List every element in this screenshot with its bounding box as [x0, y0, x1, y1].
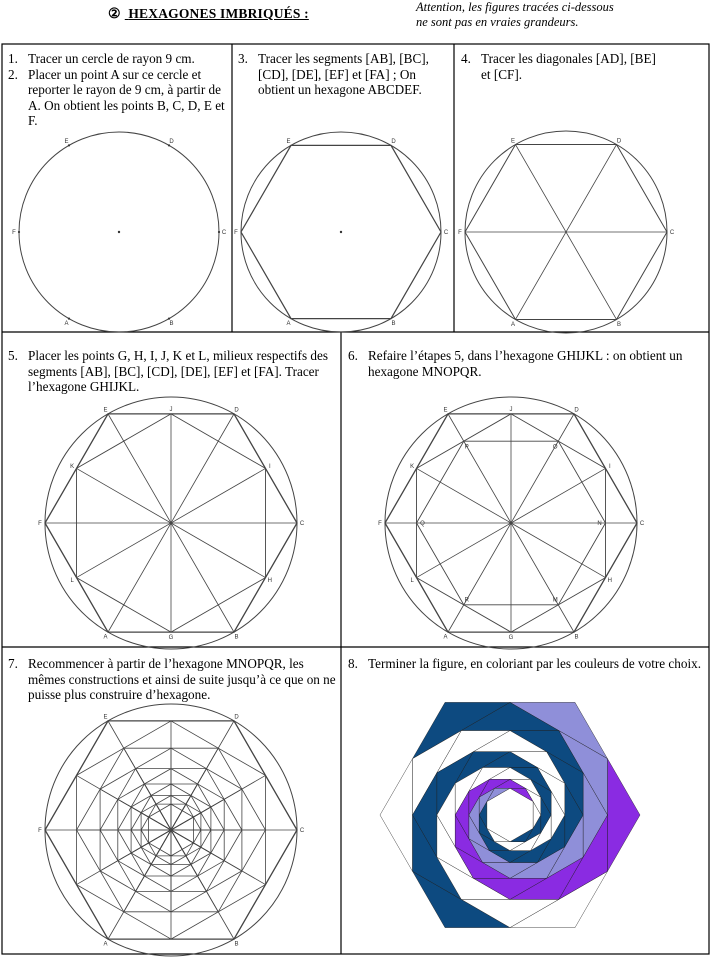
point-label: I [268, 464, 271, 471]
step-number: 7. [8, 656, 18, 671]
point-label: B [234, 941, 239, 948]
point-label: D [616, 138, 622, 145]
point-mark [68, 318, 70, 320]
point-label: G [508, 635, 514, 642]
step-text: Tracer les segments [AB], [BC], [CD], [DE], [EF] et [FA] ; On obtient un hexagone ABCDEF. [258, 51, 429, 97]
point-label: L [70, 578, 74, 585]
point-label: C [221, 230, 227, 237]
point-label: I [608, 464, 611, 471]
point-label: R [464, 597, 469, 604]
point-label: M [552, 597, 558, 604]
point-label: B [234, 634, 239, 641]
point-label: E [64, 139, 69, 146]
point-label: B [574, 634, 579, 641]
warning-line-1: Attention, les figures tracées ci-dessous [416, 0, 614, 14]
step-number: 5. [8, 348, 18, 363]
point-label: A [64, 321, 69, 328]
point-label: C [639, 521, 645, 528]
point-label: G [168, 635, 174, 642]
title-text: HEXAGONES IMBRIQUÉS : [128, 6, 309, 21]
figure-step-8-colored [380, 702, 640, 927]
step-text: Placer un point A sur ce cercle et reporter le rayon de 9 cm, à partir de A. On obtient les points B, C, D, E et F. [28, 66, 225, 128]
point-label: K [70, 464, 75, 471]
step-number: 4. [461, 51, 471, 66]
point-label: B [391, 321, 396, 328]
point-label: A [103, 634, 108, 641]
point-mark [168, 318, 170, 320]
step-number: 8. [348, 656, 358, 671]
point-label: Q [420, 521, 425, 528]
point-label: N [597, 521, 602, 528]
point-label: F [12, 230, 16, 237]
title-number: ② [108, 7, 121, 22]
step-text: Refaire l’étapes 5, dans l’hexagone GHIJKL : on obtient un hexagone MNOPQR. [368, 348, 683, 379]
point-label: J [509, 406, 513, 413]
step-text: Terminer la figure, en coloriant par les couleurs de votre choix. [368, 656, 702, 671]
point-label: J [169, 406, 173, 413]
point-label: A [286, 321, 291, 328]
point-label: F [38, 828, 42, 835]
point-label: A [103, 941, 108, 948]
center-point [340, 231, 342, 233]
point-label: L [410, 578, 414, 585]
point-label: F [378, 521, 382, 528]
point-label: H [267, 578, 273, 585]
step-text: Tracer un cercle de rayon 9 cm. [28, 51, 195, 66]
step-text: Tracer les diagonales [AD], [BE] et [CF]. [481, 51, 656, 82]
step-number: 2. [8, 66, 18, 82]
step-text: Placer les points G, H, I, J, K et L, milieux respectifs des segments [AB], [BC], [CD], [DE], [EF] et [FA]. Tracer l’hexagone GHIJKL. [28, 348, 328, 394]
point-label: E [286, 139, 291, 146]
point-label: D [574, 407, 579, 414]
point-label: C [443, 230, 449, 237]
point-label: B [169, 321, 174, 328]
point-mark [18, 231, 20, 233]
point-label: A [443, 634, 448, 641]
point-mark [218, 231, 220, 233]
center-point [118, 231, 120, 233]
point-label: C [299, 828, 305, 835]
point-label: B [616, 321, 622, 328]
point-label: D [234, 714, 239, 721]
point-label: K [410, 464, 415, 471]
point-label: E [103, 407, 108, 414]
point-label: D [391, 139, 396, 146]
step-number: 6. [348, 348, 358, 363]
point-label: A [510, 321, 516, 328]
figure-step-3 [234, 132, 449, 332]
point-label: C [669, 230, 675, 237]
figure-step-7 [38, 704, 305, 956]
point-label: D [234, 407, 239, 414]
point-label: O [552, 444, 558, 451]
color-triangle [608, 759, 641, 872]
step-text: Recommencer à partir de l’hexagone MNOPQR, les mêmes constructions et ainsi de suite jusqu’à ce que on ne puisse plus construire d’hexagone. [28, 656, 336, 702]
point-label: P [464, 444, 469, 451]
point-label: F [38, 521, 42, 528]
point-label: D [169, 139, 174, 146]
point-label: E [103, 714, 108, 721]
point-label: H [607, 578, 613, 585]
point-label: F [234, 230, 238, 237]
point-label: C [299, 521, 305, 528]
step-number: 3. [238, 51, 248, 66]
figure-step-6 [378, 397, 645, 649]
warning-line-2: ne sont pas en vraies grandeurs. [416, 15, 579, 29]
point-label: E [510, 138, 516, 145]
step-number: 1. [8, 51, 18, 66]
figure-step-2 [12, 132, 227, 332]
point-label: E [443, 407, 448, 414]
figure-step-4 [458, 131, 675, 333]
figure-step-5 [38, 397, 305, 649]
color-triangle [380, 759, 413, 872]
point-label: F [458, 230, 462, 237]
